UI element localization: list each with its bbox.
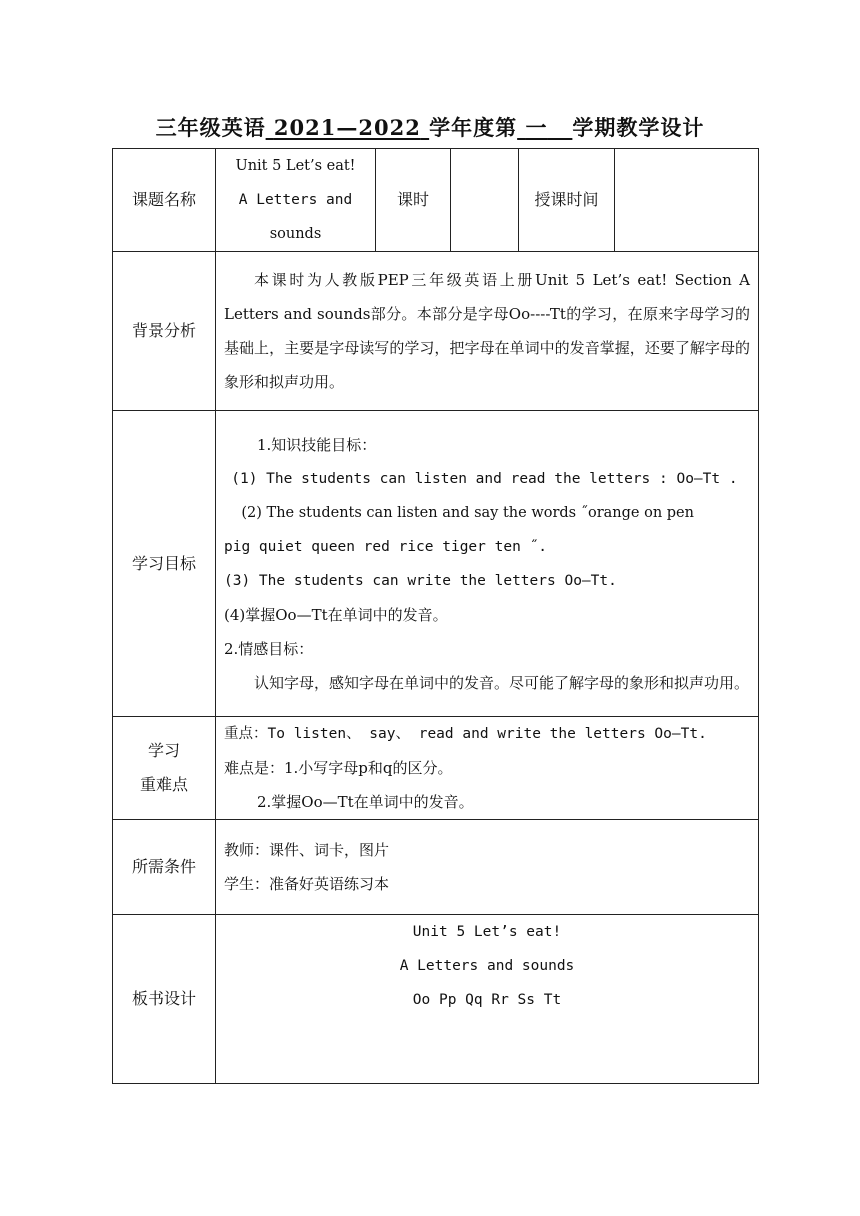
topic-value (216, 149, 376, 252)
objective-knowledge-heading: 1.知识技能目标： (257, 435, 377, 454)
title-year: 2021—2022 (273, 115, 421, 140)
topic-line-2: A Letters and (238, 192, 353, 208)
objectives-row (113, 411, 759, 717)
board-line-2: A Letters and sounds (399, 958, 575, 974)
objective-3: (3) The students can write the letters Oo—Tt. (224, 572, 617, 589)
board-line-3: Oo Pp Qq Rr Ss Tt (412, 992, 562, 1008)
conditions-student: 学生：准备好英语练习本 (224, 875, 390, 893)
key-point-difficulty-1: 难点是：1.小写字母p和q的区分。 (224, 759, 453, 777)
topic-line-1: Unit 5 Let’s eat! (235, 158, 356, 174)
topic-label: 课题名称 (113, 149, 216, 252)
objective-emotion-text: 认知字母，感知字母在单词中的发音。尽可能了解字母的象形和拟声功用。 (254, 673, 750, 692)
objective-2b: pig quiet queen red rice tiger ten ˝. (224, 538, 548, 555)
key-points-content (216, 717, 759, 820)
conditions-label: 所需条件 (113, 820, 216, 915)
background-text: 本课时为人教版PEP三年级英语上册Unit 5 Let’s eat! Section A Letters and sounds部分。本部分是字母Oo----Tt的学习，在原来字母学习的基础上，主要是字母读写的学习，把字母在单词中的发音掌握，还要了解字母的象形和拟声功用。 (224, 271, 750, 391)
title-part2: 学年度第 (429, 115, 518, 140)
info-row (113, 149, 759, 252)
board-line-1: Unit 5 Let’s eat! (412, 924, 562, 940)
time-value[interactable] (615, 149, 759, 252)
background-row (113, 252, 759, 411)
conditions-teacher: 教师：课件、词卡，图片 (224, 841, 390, 859)
time-label: 授课时间 (519, 149, 615, 252)
conditions-row (113, 820, 759, 915)
key-point-difficulty-2: 2.掌握Oo—Tt在单词中的发音。 (257, 793, 474, 811)
conditions-content (216, 820, 759, 915)
page-title (0, 112, 860, 142)
period-value[interactable] (451, 149, 519, 252)
key-points-row (113, 717, 759, 820)
period-label: 课时 (376, 149, 451, 252)
key-points-label-line-2: 重难点 (139, 775, 188, 794)
background-content (216, 252, 759, 411)
objectives-label: 学习目标 (113, 411, 216, 717)
board-row (113, 915, 759, 1084)
lesson-plan-table (112, 148, 759, 1084)
objective-emotion-heading: 2.情感目标： (224, 639, 314, 658)
title-term: 一 (525, 115, 548, 140)
topic-line-3: sounds (269, 226, 322, 242)
objectives-content (216, 411, 759, 717)
key-points-label (113, 717, 216, 820)
key-point-focus: 重点：To listen、 say、 read and write the letters Oo—Tt. (224, 726, 707, 742)
board-label: 板书设计 (113, 915, 216, 1084)
title-part1: 三年级英语 (155, 115, 266, 140)
objective-4: (4)掌握Oo—Tt在单词中的发音。 (224, 605, 448, 624)
board-content (216, 915, 759, 1084)
key-points-label-line-1: 学习 (147, 741, 180, 760)
background-label: 背景分析 (113, 252, 216, 411)
objective-1: (1) The students can listen and read the letters : Oo—Tt . (231, 470, 738, 487)
title-part3: 学期教学设计 (572, 115, 705, 140)
objective-2a: (2) The students can listen and say the words ˝orange on pen (241, 504, 694, 521)
